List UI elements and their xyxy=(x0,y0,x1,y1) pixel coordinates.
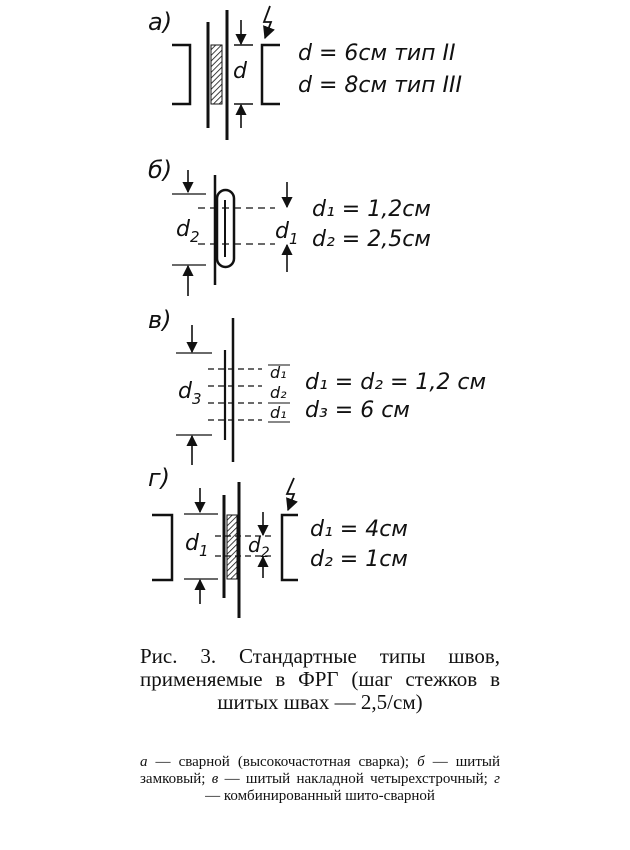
legend-text: — сварной (высокочастотная сварка); xyxy=(147,754,418,770)
weld-zone xyxy=(211,45,222,104)
panel-g-letter: г) xyxy=(148,464,170,492)
legend-letter: а xyxy=(140,754,148,770)
weld-zone xyxy=(227,515,237,579)
right-bracket xyxy=(262,45,280,104)
left-bracket xyxy=(172,45,190,104)
stack-label-bot: d₁ xyxy=(270,403,287,422)
left-bracket xyxy=(152,515,172,580)
right-bracket xyxy=(282,515,298,580)
stack-label-top: d₁ xyxy=(270,363,287,382)
legend-text: — шитый замковый; xyxy=(140,754,500,787)
panel-a-letter: а) xyxy=(148,8,173,36)
panel-g xyxy=(148,464,408,618)
panel-a xyxy=(148,6,462,140)
spec-line-1: d = 6см тип II xyxy=(298,41,456,66)
d2-label: $d_2$ xyxy=(248,533,270,561)
d3-label: $d_3$ xyxy=(178,379,202,408)
spec-line-2: d₂ = 2,5см xyxy=(312,227,431,252)
panel-b-letter: б) xyxy=(148,156,173,184)
d2-label: $d_2$ xyxy=(176,217,200,246)
lightning-icon xyxy=(287,478,294,510)
d1-label: $d_1$ xyxy=(185,531,209,560)
legend-letter: в xyxy=(211,771,219,787)
legend-text: — шитый накладной четырехстрочный; xyxy=(218,771,495,787)
spec-line-1: d₁ = 1,2см xyxy=(312,197,431,222)
spec-line-2: d₂ = 1см xyxy=(310,547,408,572)
figure-caption-legend xyxy=(140,754,500,805)
legend-text: — комбинированный шито-сварной xyxy=(205,788,435,804)
stack-label-mid: d₂ xyxy=(270,383,287,402)
legend-letter: г xyxy=(494,771,500,787)
panel-v-letter: в) xyxy=(148,306,172,334)
figure-caption-title: Рис. 3. Стандартные типы швов, применяемые в ФРГ (шаг стежков в шитых швах — 2,5/см) xyxy=(140,644,500,714)
dimension-label-d: d xyxy=(233,59,247,84)
legend-letter: б xyxy=(417,754,425,770)
panel-b xyxy=(148,156,431,296)
lightning-icon xyxy=(264,6,271,38)
spec-line-2: d = 8см тип III xyxy=(298,73,463,98)
panel-v xyxy=(148,306,486,465)
spec-line-1: d₁ = 4см xyxy=(310,517,408,542)
d1-label: $d_1$ xyxy=(275,219,299,248)
spec-line-2: d₃ = 6 см xyxy=(305,398,410,423)
spec-line-1: d₁ = d₂ = 1,2 см xyxy=(305,370,487,395)
